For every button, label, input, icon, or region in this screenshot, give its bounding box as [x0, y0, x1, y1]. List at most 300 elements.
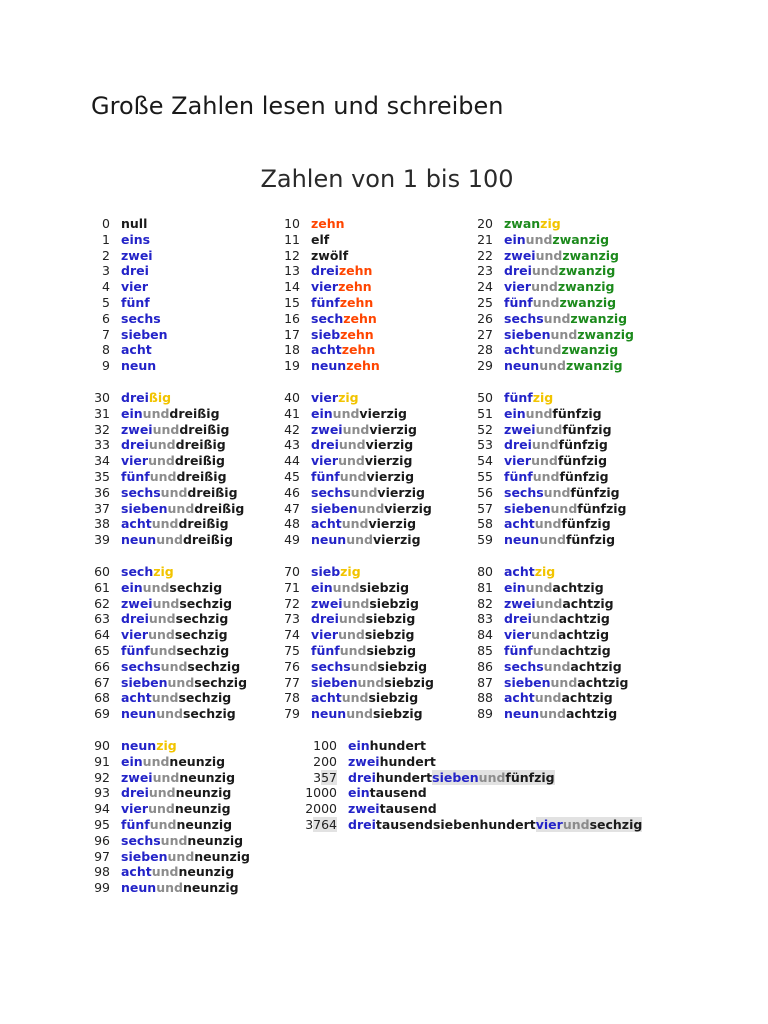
word-part: sechs [504, 658, 544, 674]
word-part: zig [156, 738, 177, 753]
number-digits: 29 [477, 358, 493, 374]
word-part: und [341, 516, 369, 532]
number-word [121, 295, 150, 311]
number-word [311, 437, 413, 453]
word-part: und [550, 326, 578, 342]
number-digits: 95 [94, 816, 110, 832]
word-part: vier [121, 453, 149, 469]
word-part: sieb [311, 326, 341, 342]
word-part: und [346, 532, 373, 548]
number-word [348, 754, 436, 770]
number-row [82, 390, 244, 406]
word-part: und [156, 706, 183, 722]
number-row [465, 611, 629, 627]
word-part: und [550, 674, 578, 690]
number-word [504, 248, 619, 264]
number-row [82, 358, 168, 374]
word-part: neunzig [175, 785, 232, 801]
word-part: zig [534, 564, 556, 579]
word-part: und [148, 437, 176, 453]
word-part: und [338, 437, 366, 453]
word-part: dreißig [176, 468, 227, 484]
number-row [465, 327, 634, 343]
word-part: vierzig [384, 500, 432, 516]
number-column [82, 738, 250, 896]
number-digits: 97 [94, 848, 110, 864]
word-part: sieben [432, 816, 480, 832]
word-part: vierzig [377, 484, 426, 500]
word-part: neun [311, 532, 347, 548]
number-word [121, 817, 232, 833]
number-row [465, 675, 629, 691]
number-digits: 76 [284, 658, 300, 674]
word-part: sieben [311, 674, 358, 690]
number-digits: 42 [284, 421, 300, 437]
number-digits: 7 [102, 326, 110, 342]
word-part: sieben [504, 326, 551, 342]
word-part: neunzig [187, 832, 244, 848]
word-part: sieben [311, 500, 358, 516]
number-row [465, 706, 629, 722]
number-row [272, 611, 434, 627]
number-word [121, 770, 235, 786]
number-word [348, 785, 427, 801]
word-part: ein [311, 579, 333, 595]
word-part: und [350, 484, 378, 500]
word-part: hundert [375, 769, 433, 785]
number-row [272, 216, 380, 232]
word-part: zig [338, 390, 359, 405]
word-part: und [357, 674, 385, 690]
number-digits: 71 [284, 579, 300, 595]
word-part: und [539, 532, 566, 548]
word-part: zwei [121, 247, 153, 263]
word-part: und [148, 801, 175, 817]
word-part: acht [504, 342, 535, 358]
word-part: acht [121, 342, 152, 358]
number-digits: 32 [94, 421, 110, 437]
number-row [82, 311, 168, 327]
number-digits: 54 [477, 453, 493, 469]
number-digits: 96 [94, 832, 110, 848]
number-row [272, 659, 434, 675]
word-part: und [341, 690, 369, 706]
number-digits: 28 [477, 342, 493, 358]
number-word [504, 627, 609, 643]
number-word [504, 295, 616, 311]
word-part: neun [121, 532, 157, 548]
word-part: zig [532, 390, 554, 405]
word-part: neunzig [179, 769, 236, 785]
word-part: und [532, 294, 560, 310]
number-digits: 14 [284, 279, 300, 295]
word-part: neunzig [178, 864, 235, 880]
number-word [121, 327, 168, 343]
word-part: neun [121, 880, 157, 896]
number-row [272, 358, 380, 374]
number-word [311, 453, 412, 469]
number-row [272, 248, 380, 264]
word-part: drei [311, 437, 339, 453]
number-column [465, 564, 629, 722]
word-part: zig [153, 564, 174, 579]
word-part: sechzig [178, 690, 232, 706]
number-digits: 69 [94, 706, 110, 722]
number-word [504, 643, 611, 659]
number-row [82, 342, 168, 358]
number-row [465, 627, 629, 643]
word-part: dreißig [182, 532, 234, 548]
number-digits: 27 [477, 326, 493, 342]
number-word [504, 406, 602, 422]
number-digits: 52 [477, 421, 493, 437]
number-digits: 53 [477, 437, 493, 453]
word-part: fünfzig [559, 468, 609, 484]
word-part: sieb [311, 564, 341, 579]
word-part: fünfzig [558, 437, 608, 453]
number-digits: 62 [94, 595, 110, 611]
word-part: und [151, 690, 179, 706]
word-part: sechzig [179, 595, 233, 611]
number-word [121, 880, 239, 896]
word-part: und [156, 880, 183, 896]
word-part: und [525, 579, 553, 595]
number-row [272, 485, 432, 501]
word-part: zwanzig [562, 247, 620, 263]
word-part: achtzig [565, 706, 618, 722]
word-part: sechs [121, 658, 161, 674]
number-row [272, 469, 432, 485]
number-row [272, 675, 434, 691]
number-row [272, 532, 432, 548]
number-row [82, 248, 168, 264]
number-digits: 48 [284, 516, 300, 532]
number-digits: 88 [477, 690, 493, 706]
word-part: ein [348, 738, 370, 753]
number-word [311, 516, 416, 532]
number-column [272, 564, 434, 722]
number-row [272, 501, 432, 517]
number-digits: 91 [94, 753, 110, 769]
number-word [121, 358, 156, 374]
number-word [311, 627, 415, 643]
word-part: ein [504, 231, 526, 247]
word-part: vier [504, 279, 532, 295]
word-part: neun [311, 706, 347, 722]
number-word [121, 232, 150, 248]
number-digits: 84 [477, 627, 493, 643]
number-digits: 59 [477, 532, 493, 548]
number-row [82, 738, 250, 754]
word-part: siebzig [369, 595, 420, 611]
word-part: eins [121, 231, 151, 247]
number-word [311, 263, 372, 279]
number-digits: 90 [94, 738, 110, 753]
number-word [121, 263, 149, 279]
word-part: acht [311, 342, 342, 358]
word-part: und [167, 848, 195, 864]
number-word [121, 516, 229, 532]
number-word [311, 532, 421, 548]
word-part: hundert [379, 753, 436, 769]
number-digits: 9 [102, 358, 110, 374]
number-row [465, 532, 626, 548]
number-row [465, 216, 634, 232]
number-row [272, 311, 380, 327]
word-part: siebzig [377, 658, 428, 674]
word-part: vier [121, 627, 149, 643]
number-digits: 51 [477, 405, 493, 421]
word-part: vierzig [364, 453, 413, 469]
word-part: drei [121, 437, 149, 453]
number-row [82, 849, 250, 865]
number-digits: 34 [94, 453, 110, 469]
number-row [272, 422, 432, 438]
word-part: zwei [121, 769, 153, 785]
number-digits: 17 [284, 326, 300, 342]
number-row [297, 785, 642, 801]
word-part: vier [311, 627, 339, 643]
number-row [465, 437, 626, 453]
word-part: neunzig [182, 880, 239, 896]
word-part: sechs [311, 658, 351, 674]
number-row [465, 232, 634, 248]
number-word [121, 754, 225, 770]
number-word [121, 216, 147, 232]
word-part: vier [504, 453, 532, 469]
number-digits: 23 [477, 263, 493, 279]
word-part: acht [121, 516, 152, 532]
number-digits: 20 [477, 216, 493, 231]
word-part: ein [504, 405, 526, 421]
number-digits: 60 [94, 564, 110, 579]
number-row [272, 564, 434, 580]
word-part: neun [121, 738, 157, 753]
number-word [121, 738, 177, 754]
number-word [121, 311, 161, 327]
word-part: fünf [121, 642, 150, 658]
number-digits: 30 [94, 390, 110, 405]
word-part: und [148, 453, 175, 469]
number-digits: 47 [284, 500, 300, 516]
number-word [504, 659, 622, 675]
number-digits: 38 [94, 516, 110, 532]
word-part: hundert [369, 738, 426, 753]
word-part: vier [311, 453, 339, 469]
number-word [504, 279, 615, 295]
number-digits: 5 [102, 294, 110, 310]
word-part: und [532, 468, 560, 484]
word-part: dreißig [187, 484, 238, 500]
word-part: fünfzig [577, 500, 627, 516]
number-digits: 31 [94, 405, 110, 421]
number-column [272, 390, 432, 548]
number-row [82, 690, 247, 706]
number-row [465, 422, 626, 438]
number-word [121, 406, 220, 422]
number-row [272, 232, 380, 248]
number-word [311, 501, 432, 517]
word-part: und [160, 658, 188, 674]
number-word [311, 643, 416, 659]
number-digits: 77 [284, 674, 300, 690]
number-word [348, 801, 437, 817]
word-part: und [346, 706, 373, 722]
word-part: und [350, 658, 378, 674]
number-digits: 2 [102, 247, 110, 263]
number-word [311, 295, 373, 311]
number-digits: 68 [94, 690, 110, 706]
number-digits: 357 [313, 769, 337, 785]
number-digits: 36 [94, 484, 110, 500]
number-word [504, 532, 615, 548]
word-part: siebzig [364, 627, 415, 643]
number-word [504, 216, 561, 232]
number-row [82, 263, 168, 279]
word-part: und [149, 816, 177, 832]
word-part: sech [121, 564, 154, 579]
number-digits: 13 [284, 263, 300, 279]
number-word [121, 437, 226, 453]
number-digits: 8 [102, 342, 110, 358]
number-row [82, 422, 244, 438]
word-part: zwanzig [559, 294, 617, 310]
word-part: sechs [311, 484, 351, 500]
number-row [82, 485, 244, 501]
number-word [504, 358, 623, 374]
number-row [297, 817, 642, 833]
word-part: zwei [348, 753, 380, 769]
word-part: und [562, 816, 590, 832]
number-row [272, 690, 434, 706]
number-digits: 0 [102, 216, 110, 231]
number-row [82, 864, 250, 880]
number-digits: 94 [94, 801, 110, 817]
word-part: und [332, 405, 360, 421]
word-part: und [539, 358, 566, 374]
word-part: fünf [504, 468, 533, 484]
number-digits: 40 [284, 390, 300, 405]
number-column [465, 216, 634, 374]
word-part: achtzig [557, 627, 610, 643]
word-part: und [531, 263, 559, 279]
word-part: sechs [121, 484, 161, 500]
word-part: drei [311, 611, 339, 627]
number-word [504, 453, 607, 469]
number-word [311, 342, 375, 358]
word-part: und [534, 690, 562, 706]
word-part: achtzig [562, 595, 614, 611]
number-row [297, 801, 642, 817]
number-row [272, 516, 432, 532]
number-row [465, 358, 634, 374]
number-digits: 45 [284, 468, 300, 484]
word-part: zwei [121, 595, 153, 611]
word-part: tausend [379, 801, 437, 817]
number-digits: 56 [477, 484, 493, 500]
number-word [311, 706, 423, 722]
word-part: und [152, 421, 180, 437]
number-word [121, 690, 231, 706]
word-part: sieben [121, 674, 168, 690]
number-row [82, 580, 247, 596]
number-word [348, 738, 426, 754]
word-part: zehn [341, 342, 376, 358]
number-digits: 3764 [305, 816, 337, 832]
number-digits: 46 [284, 484, 300, 500]
number-row [465, 690, 629, 706]
word-part: sechzig [194, 674, 248, 690]
word-part: und [539, 706, 566, 722]
number-digits: 83 [477, 611, 493, 627]
number-word [311, 564, 361, 580]
number-digits: 63 [94, 611, 110, 627]
number-word [311, 469, 414, 485]
word-part: drei [504, 611, 532, 627]
number-word [121, 422, 229, 438]
word-part: zwei [504, 247, 536, 263]
number-word [121, 248, 153, 264]
word-part: fünfzig [552, 405, 602, 421]
word-part: und [525, 405, 553, 421]
word-part: neun [121, 706, 157, 722]
number-column [82, 216, 168, 374]
number-row [272, 453, 432, 469]
number-row [465, 643, 629, 659]
word-part: acht [121, 864, 152, 880]
number-digits: 6 [102, 310, 110, 326]
number-digits: 25 [477, 294, 493, 310]
number-row [465, 596, 629, 612]
number-row [82, 643, 247, 659]
word-part: und [478, 769, 506, 785]
number-digits: 39 [94, 532, 110, 548]
word-part: neun [504, 358, 540, 374]
number-word [311, 232, 329, 248]
word-part: zwei [311, 421, 343, 437]
word-part: fünf [311, 294, 340, 310]
word-part: und [531, 627, 558, 643]
word-part: fünfzig [561, 516, 611, 532]
word-part: sechs [504, 310, 544, 326]
number-word [504, 390, 553, 406]
number-row [272, 437, 432, 453]
number-digits: 19 [284, 358, 300, 374]
number-row [272, 596, 434, 612]
word-part: zig [540, 216, 561, 231]
number-row [272, 706, 434, 722]
word-part: sieben [504, 500, 551, 516]
word-part: und [167, 674, 195, 690]
number-digits: 92 [94, 769, 110, 785]
word-part: neunzig [194, 848, 250, 864]
number-digits: 200 [313, 753, 337, 769]
number-column [465, 390, 626, 548]
word-part: neunzig [169, 753, 226, 769]
word-part: fünf [504, 642, 533, 658]
number-word [121, 453, 225, 469]
number-word [121, 611, 228, 627]
word-part: fünfzig [570, 484, 620, 500]
word-part: ein [311, 405, 333, 421]
number-word [311, 485, 425, 501]
word-part: vierzig [368, 516, 417, 532]
word-part: neun [121, 358, 157, 374]
number-word [311, 580, 409, 596]
page-title: Große Zahlen lesen und schreiben [91, 92, 504, 120]
number-column [272, 216, 380, 374]
word-part: ein [121, 579, 143, 595]
